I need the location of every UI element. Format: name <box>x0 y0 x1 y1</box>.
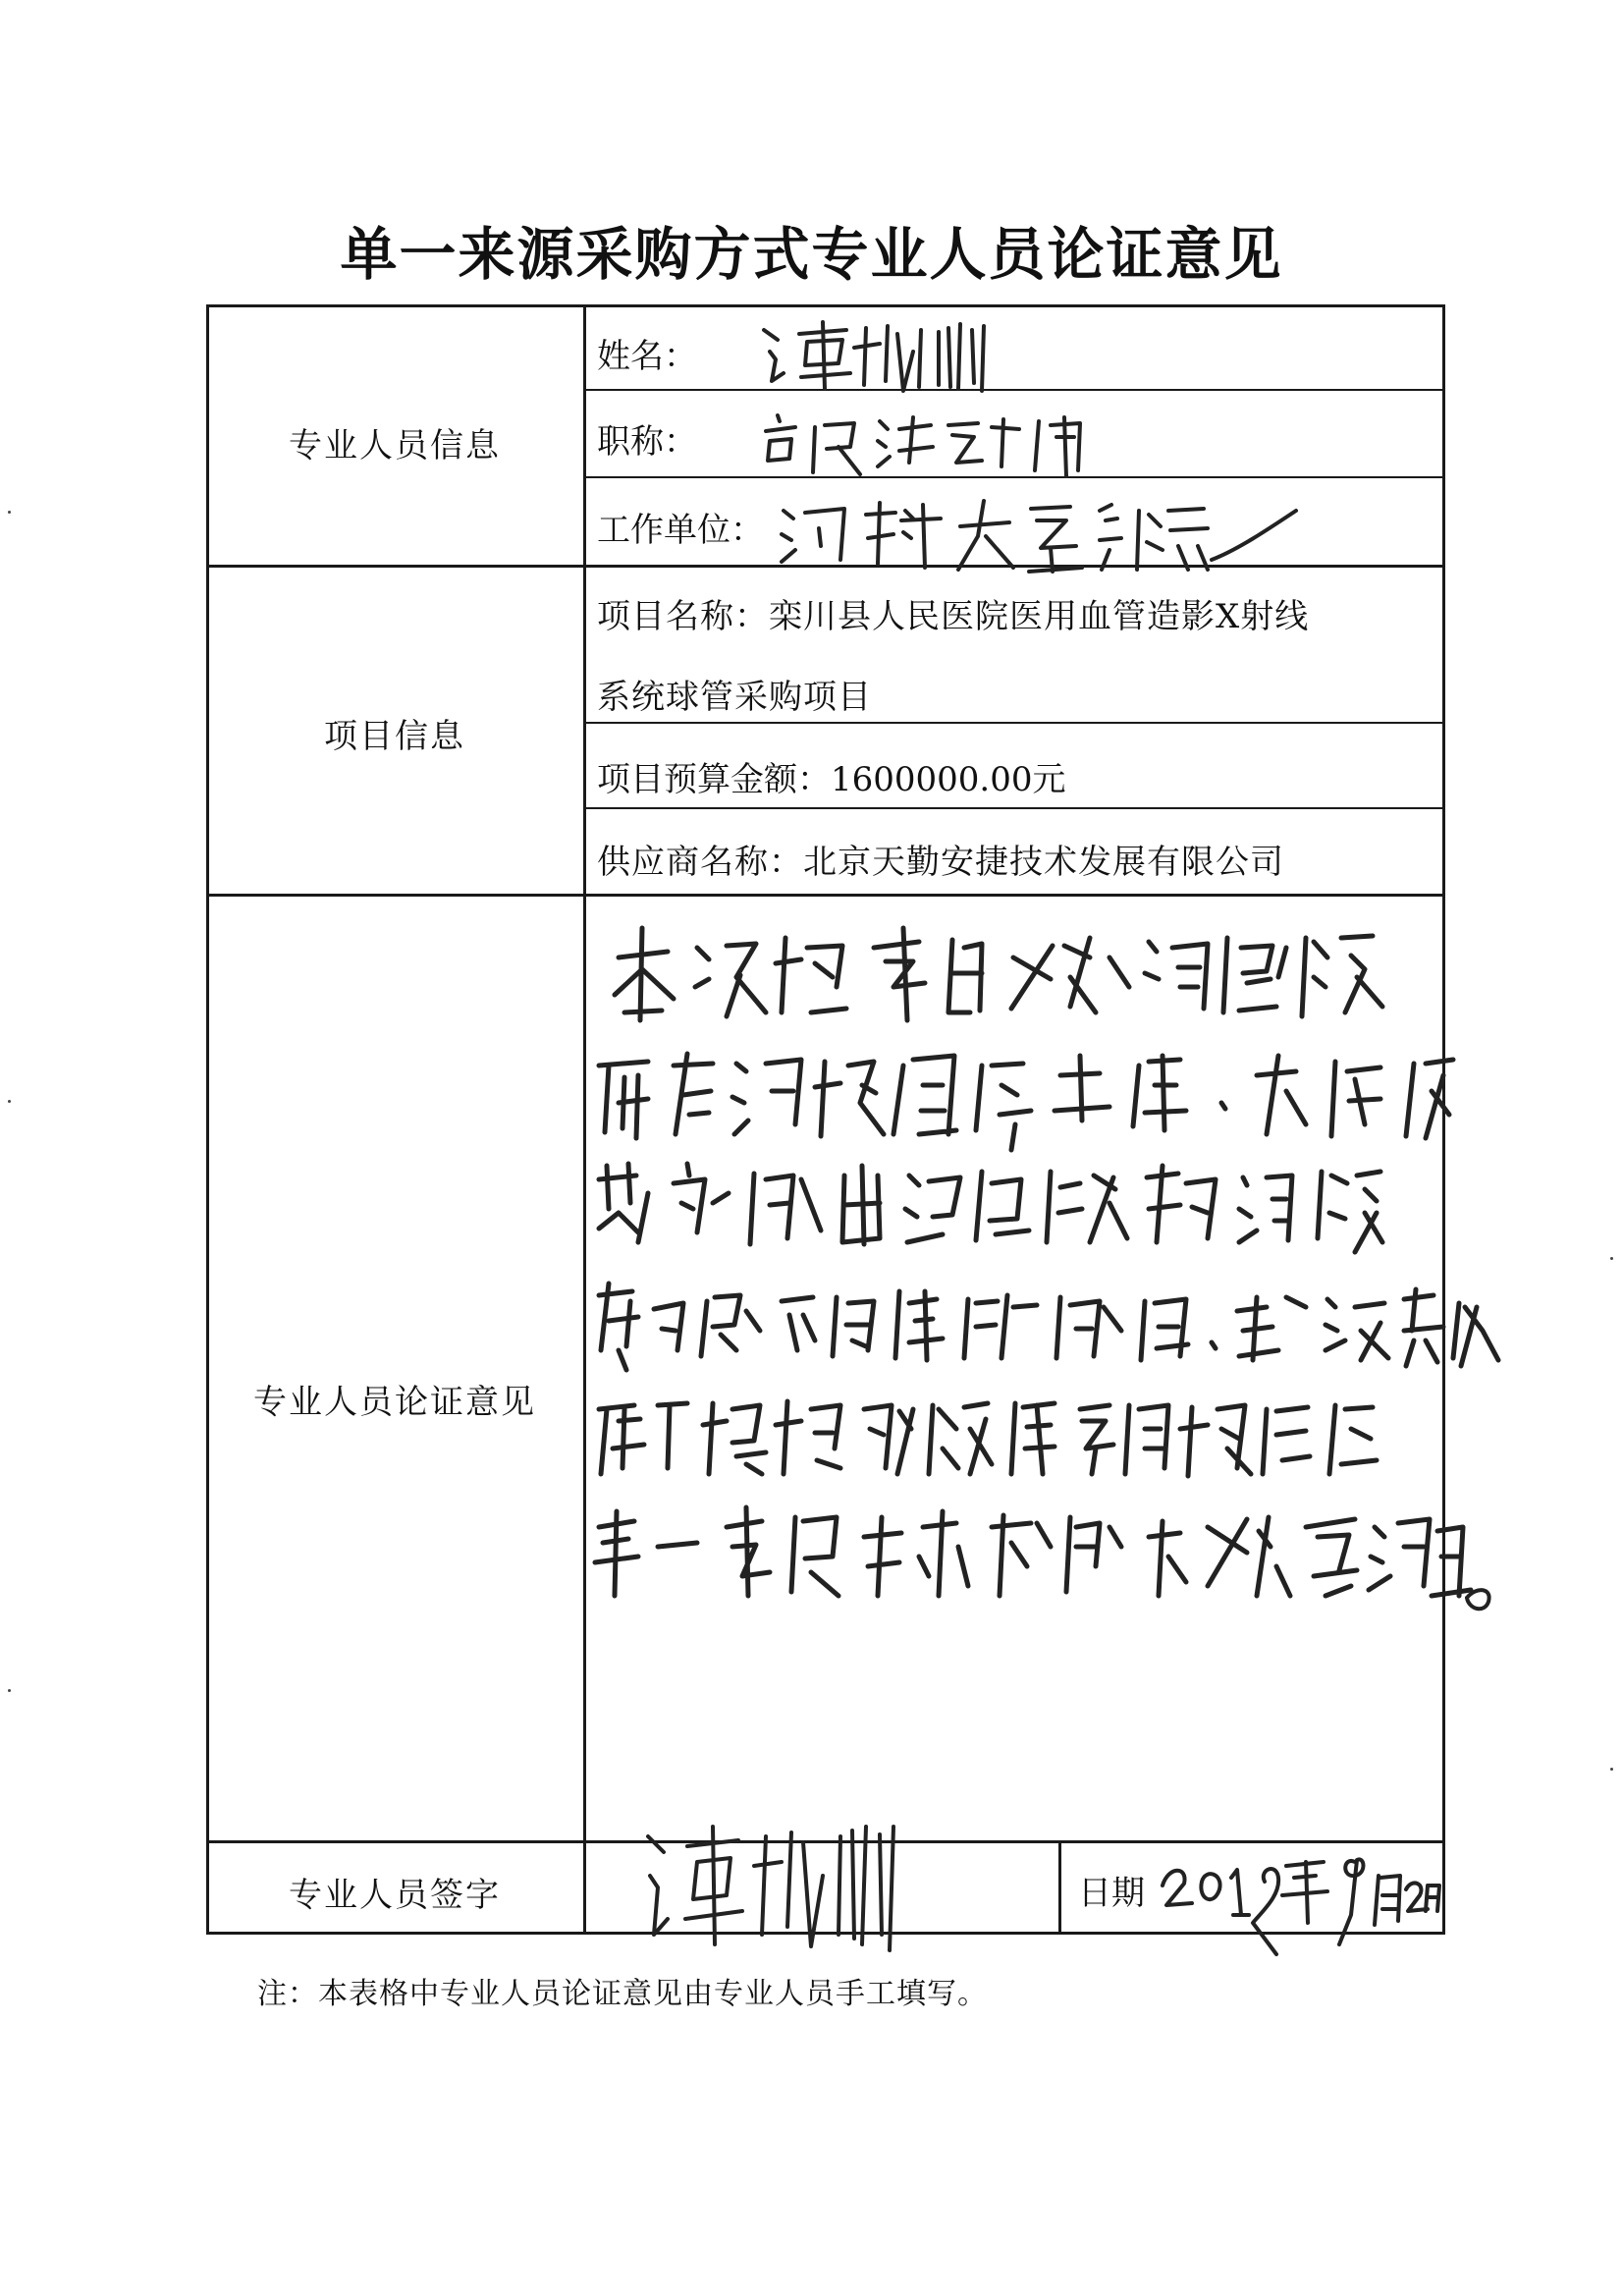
scan-speck <box>8 511 11 514</box>
opinion-label: 专业人员论证意见 <box>253 1383 536 1422</box>
project-name-line1: 项目名称：栾川县人民医院医用血管造影X射线 <box>597 597 1310 636</box>
personnel-info-label: 专业人员信息 <box>289 426 501 465</box>
scan-speck <box>1610 1768 1613 1771</box>
footnote: 注：本表格中专业人员论证意见由专业人员手工填写。 <box>257 1977 988 2011</box>
employer-label: 工作单位： <box>597 511 764 550</box>
handwritten-name <box>756 312 1011 401</box>
project-info-label: 项目信息 <box>324 717 465 756</box>
handwritten-signature <box>628 1797 923 1954</box>
page-title: 单一来源采购方式专业人员论证意见 <box>340 221 1283 288</box>
job-title-label: 职称： <box>597 422 697 462</box>
scan-speck <box>8 1689 11 1692</box>
project-name-line2: 系统球管采购项目 <box>597 678 872 717</box>
project-budget: 项目预算金额：1600000.00元 <box>597 760 1066 799</box>
scan-speck <box>1610 1257 1613 1260</box>
signature-label: 专业人员签字 <box>289 1876 501 1915</box>
handwritten-employer <box>776 491 1306 579</box>
supplier-name: 供应商名称：北京天勤安捷技术发展有限公司 <box>597 843 1284 882</box>
handwritten-opinion <box>579 918 1463 1694</box>
handwritten-date <box>1159 1827 1443 1984</box>
handwritten-title <box>756 408 1129 486</box>
date-label: 日期 <box>1078 1874 1145 1913</box>
name-label: 姓名： <box>597 337 697 376</box>
scan-speck <box>8 1100 11 1103</box>
